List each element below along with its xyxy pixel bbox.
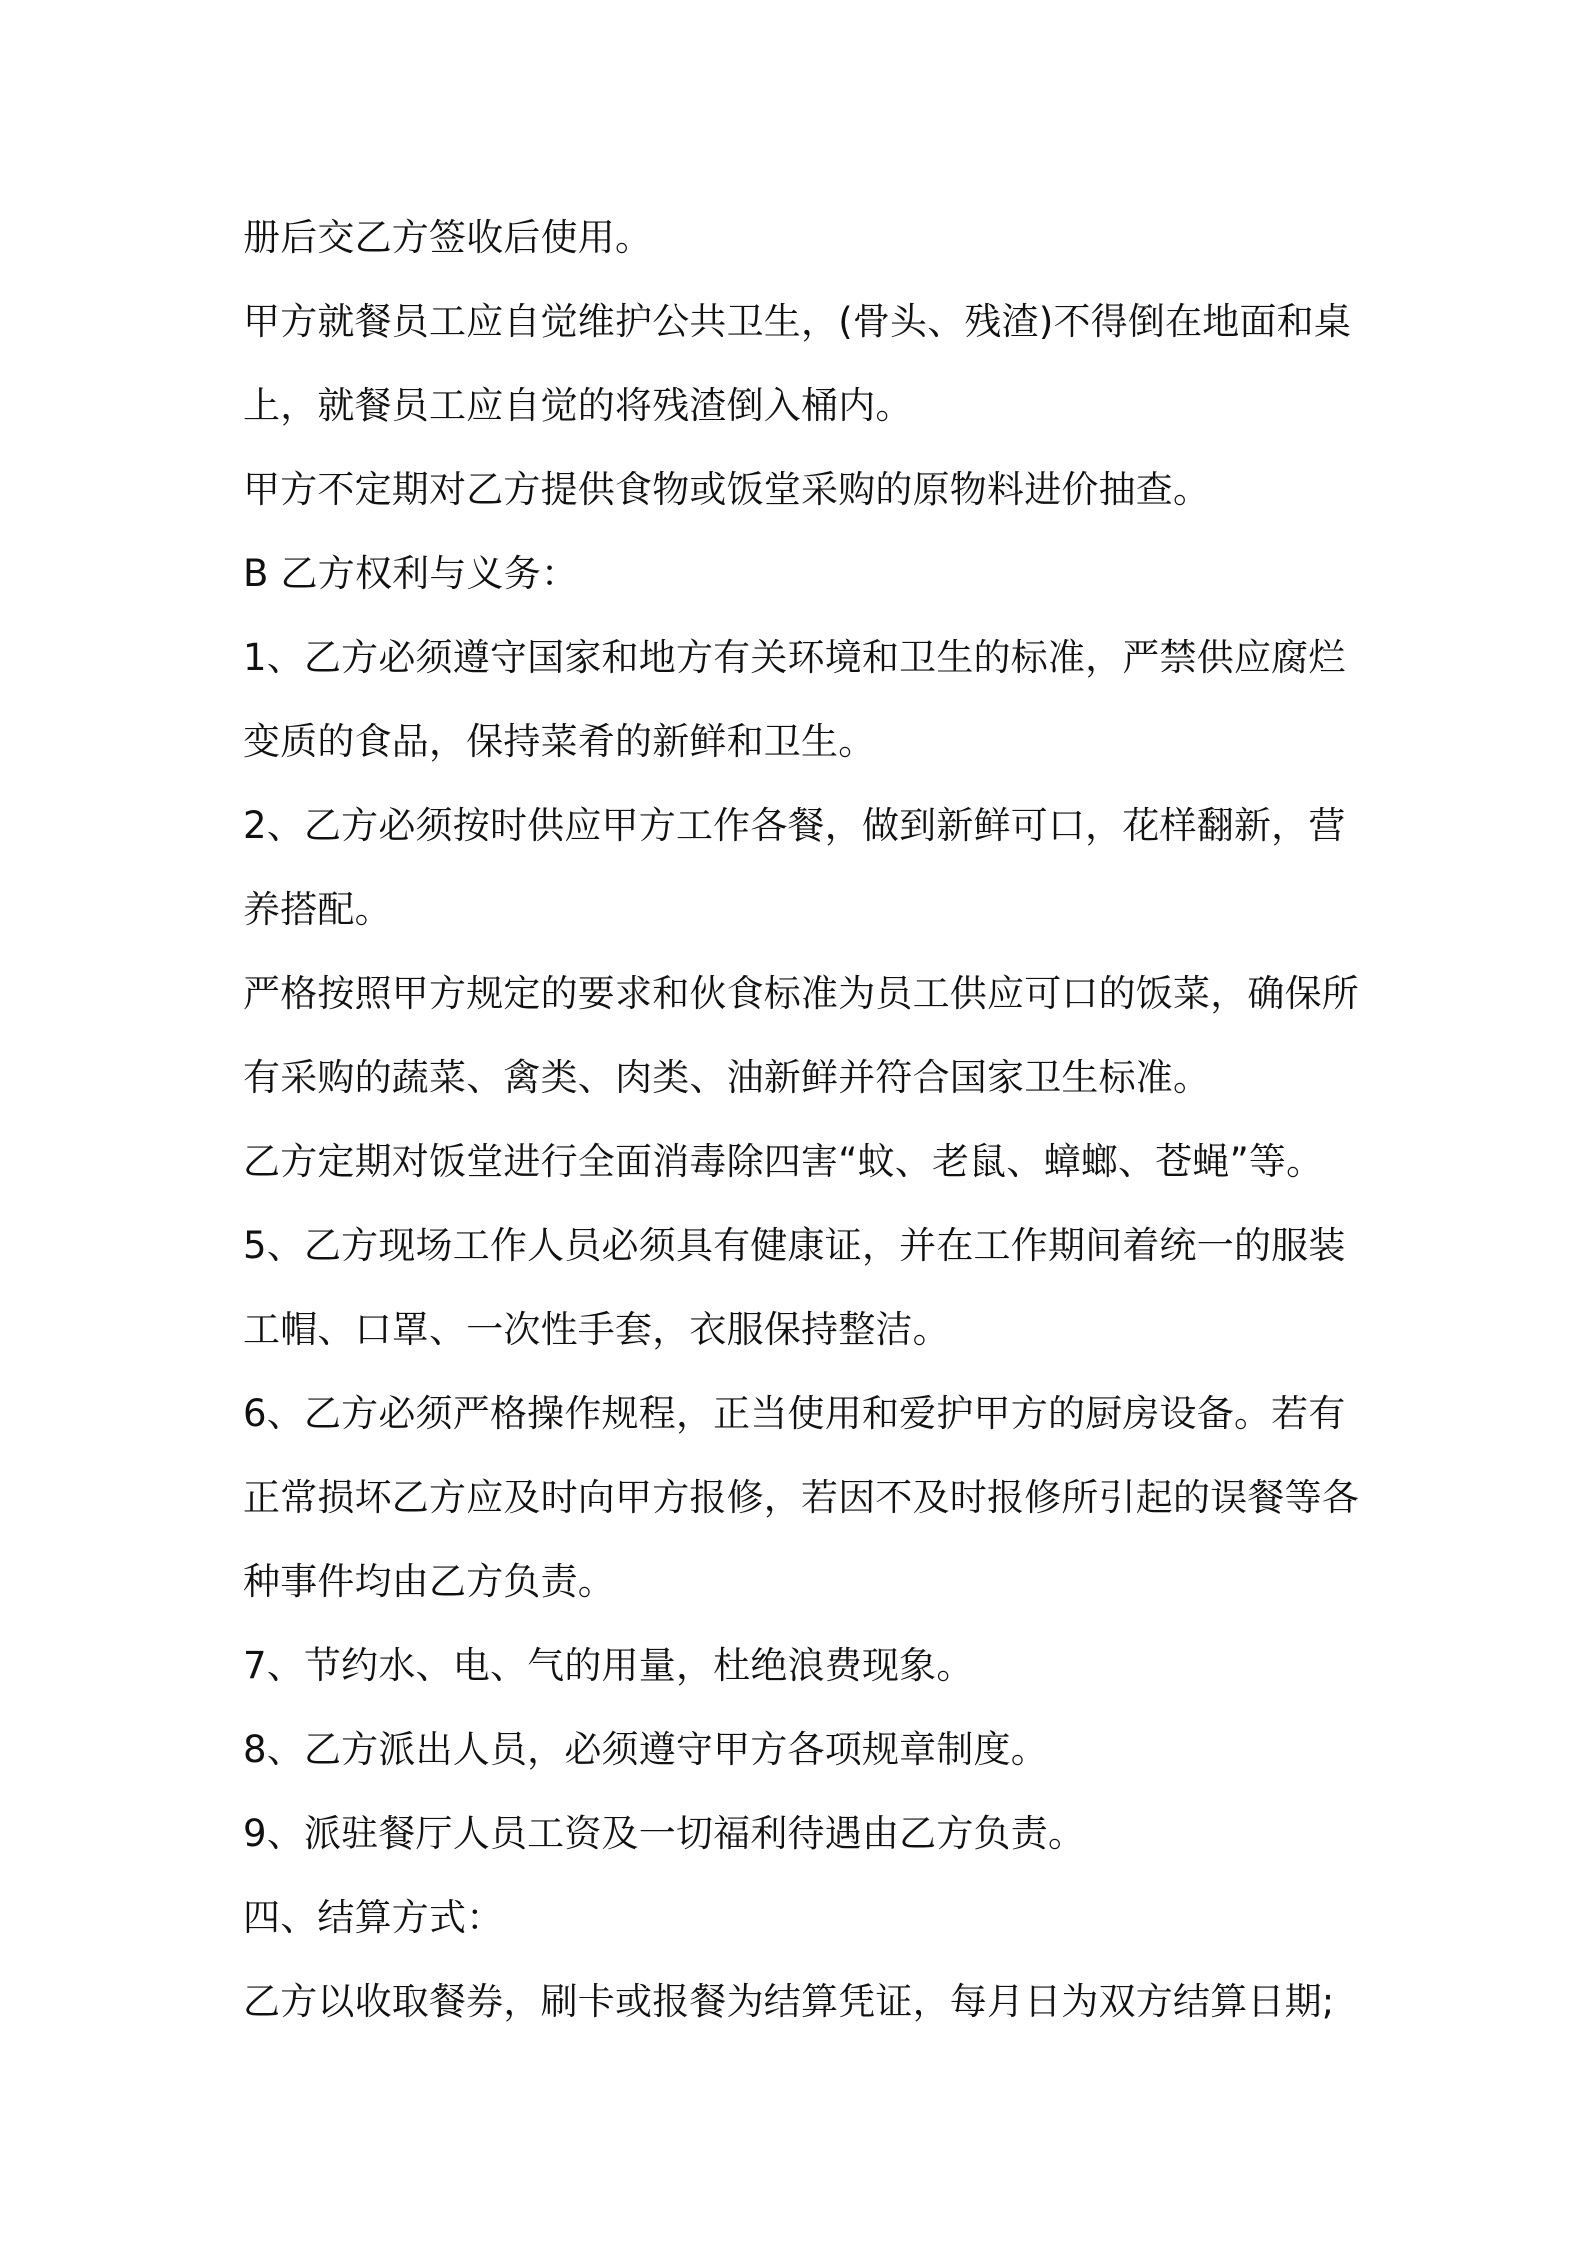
text-line: 上，就餐员工应自觉的将残渣倒入桶内。 — [243, 384, 913, 427]
text-line: 正常损坏乙方应及时向甲方报修，若因不及时报修所引起的误餐等各 — [243, 1476, 1359, 1519]
text-line: 养搭配。 — [243, 888, 392, 931]
text-line: 严格按照甲方规定的要求和伙食标准为员工供应可口的饭菜，确保所 — [243, 972, 1359, 1015]
text-line: 种事件均由乙方负责。 — [243, 1560, 615, 1603]
text-line: 7、节约水、电、气的用量，杜绝浪费现象。 — [243, 1644, 974, 1687]
text-line: 8、乙方派出人员，必须遵守甲方各项规章制度。 — [243, 1728, 1048, 1771]
text-line: 6、乙方必须严格操作规程，正当使用和爱护甲方的厨房设备。若有 — [243, 1392, 1346, 1435]
text-line: 册后交乙方签收后使用。 — [243, 216, 653, 259]
section-heading: B 乙方权利与义务： — [243, 552, 579, 595]
text-line: 有采购的蔬菜、禽类、肉类、油新鲜并符合国家卫生标准。 — [243, 1056, 1211, 1099]
text-line: 甲方就餐员工应自觉维护公共卫生，(骨头、残渣)不得倒在地面和桌 — [243, 300, 1352, 343]
text-line: 乙方定期对饭堂进行全面消毒除四害“蚊、老鼠、蟑螂、苍蝇”等。 — [243, 1140, 1324, 1183]
text-line: 甲方不定期对乙方提供食物或饭堂采购的原物料进价抽查。 — [243, 468, 1211, 511]
document-body — [243, 196, 1363, 2044]
section-heading: 四、结算方式： — [243, 1896, 504, 1939]
text-line: 变质的食品，保持菜肴的新鲜和卫生。 — [243, 720, 876, 763]
text-line: 9、派驻餐厅人员工资及一切福利待遇由乙方负责。 — [243, 1812, 1086, 1855]
text-line: 工帽、口罩、一次性手套，衣服保持整洁。 — [243, 1308, 950, 1351]
text-line: 1、乙方必须遵守国家和地方有关环境和卫生的标准，严禁供应腐烂 — [243, 636, 1346, 679]
text-line: 2、乙方必须按时供应甲方工作各餐，做到新鲜可口，花样翻新，营 — [243, 804, 1346, 847]
text-line: 乙方以收取餐券，刷卡或报餐为结算凭证，每月日为双方结算日期; — [243, 1980, 1335, 2023]
text-line: 5、乙方现场工作人员必须具有健康证，并在工作期间着统一的服装 — [243, 1224, 1346, 1267]
